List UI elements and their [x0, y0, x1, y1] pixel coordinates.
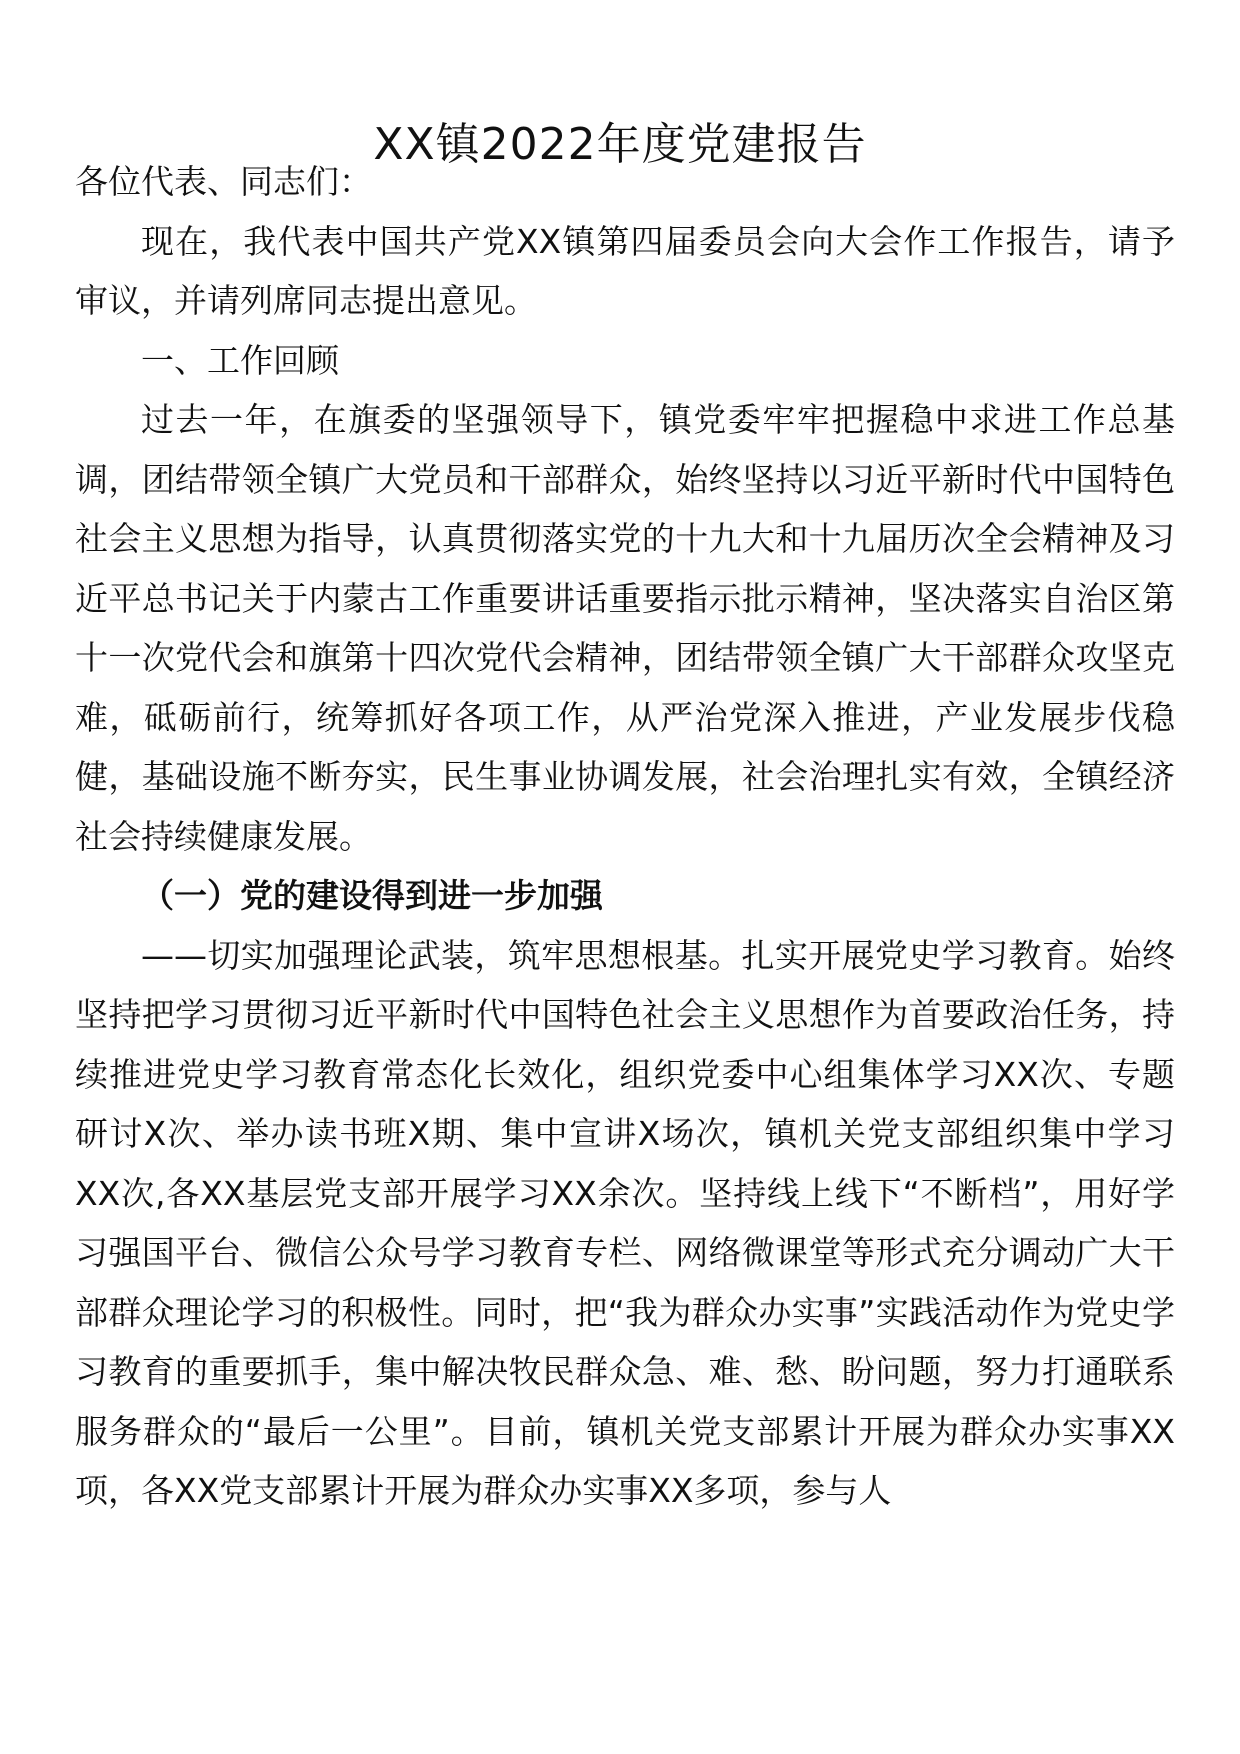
section-heading: 一、工作回顾: [141, 340, 339, 380]
document-title: XX镇2022年度党建报告: [373, 119, 867, 171]
review-paragraph: 过去一年，在旗委的坚强领导下，镇党委牢牢把握稳中求进工作总基调，团结带领全镇广大党员和干部群众，始终坚持以习近平新时代中国特色社会主义思想为指导，认真贯彻落实党的十九大和十九届历次全会精神及习近平总书记关于内蒙古工作重要讲话重要指示批示精神，坚决落实自治区第十一次党代会和旗第十四次党代会精神，团结带领全镇广大干部群众攻坚克难，砥砺前行，统筹抓好各项工作，从严治党深入推进，产业发展步伐稳健，基础设施不断夯实，民生事业协调发展，社会治理扎实有效，全镇经济社会持续健康发展。: [75, 400, 1175, 856]
intro-paragraph: 现在，我代表中国共产党XX镇第四届委员会向大会作工作报告，请予审议，并请列席同志提出意见。: [75, 221, 1175, 320]
subsection-heading: （一）党的建设得到进一步加强: [141, 876, 603, 915]
theory-paragraph: ——切实加强理论武装，筑牢思想根基。扎实开展党史学习教育。始终坚持把学习贯彻习近平新时代中国特色社会主义思想作为首要政治任务，持续推进党史学习教育常态化长效化，组织党委中心组集体学习XX次、专题研讨X次、举办读书班X期、集中宣讲X场次，镇机关党支部组织集中学习XX次,各XX基层党支部开展学习XX余次。坚持线上线下“不断档”，用好学习强国平台、微信公众号学习教育专栏、网络微课堂等形式充分调动广大干部群众理论学习的积极性。同时，把“我为群众办实事”实践活动作为党史学习教育的重要抓手，集中解决牧民群众急、难、愁、盼问题，努力打通联系服务群众的“最后一公里”。目前，镇机关党支部累计开展为群众办实事XX项，各XX党支部累计开展为群众办实事XX多项，参与人: [75, 935, 1175, 1510]
document-body: [75, 152, 1175, 1521]
salutation: 各位代表、同志们：: [75, 162, 372, 201]
